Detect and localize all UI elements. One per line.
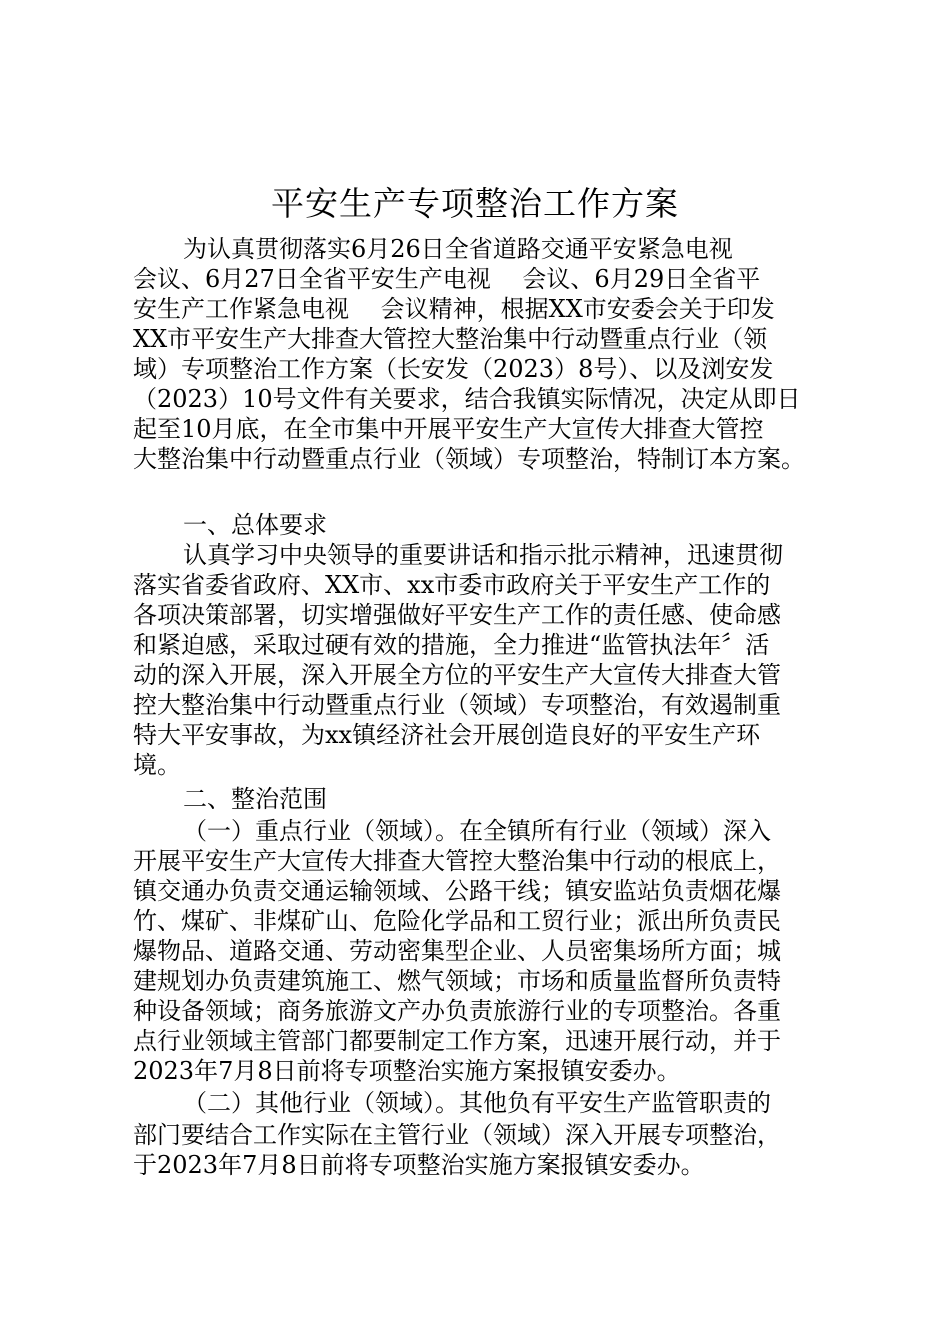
text-line: 开展平安生产大宣传大排查大管控大整治集中行动的根底上，: [133, 847, 781, 875]
text-line: 部门要结合工作实际在主管行业（领域）深入开展专项整治，: [133, 1121, 781, 1149]
text-line: 特大平安事故，为xx镇经济社会开展创造良好的平安生产环: [133, 721, 761, 749]
text-line: 爆物品、道路交通、劳动密集型企业、人员密集场所方面；城: [133, 937, 781, 965]
text-line: 为认真贯彻落实6月26日全省道路交通平安紧急电视: [183, 235, 733, 263]
text-line: XX市平安生产大排查大管控大整治集中行动暨重点行业（领: [133, 325, 768, 353]
text-line: 域）专项整治工作方案（长安发（2023）8号）、以及浏安发: [133, 355, 774, 383]
text-line: 安生产工作紧急电视 会议精神，根据XX市安委会关于印发: [133, 295, 775, 323]
text-line: 控大整治集中行动暨重点行业（领域）专项整治，有效遏制重: [133, 691, 781, 719]
text-line: 落实省委省政府、XX市、xx市委市政府关于平安生产工作的: [133, 571, 771, 599]
section-heading: 二、整治范围: [183, 785, 327, 813]
text-line: 大整治集中行动暨重点行业（领域）专项整治，特制订本方案。: [133, 445, 805, 473]
text-line: 和紧迫感，采取过硬有效的措施，全力推进“监管执法年〞活: [133, 631, 770, 659]
text-line: 动的深入开展，深入开展全方位的平安生产大宣传大排查大管: [133, 661, 781, 689]
text-line: 起至10月底，在全市集中开展平安生产大宣传大排查大管控: [133, 415, 764, 443]
section-heading: 一、总体要求: [183, 511, 327, 539]
text-line: 境。: [133, 751, 181, 779]
document-title: 平安生产专项整治工作方案: [271, 184, 679, 223]
text-line: 会议、6月27日全省平安生产电视 会议、6月29日全省平: [133, 265, 761, 293]
text-line: 竹、煤矿、非煤矿山、危险化学品和工贸行业；派出所负责民: [133, 907, 781, 935]
text-line: 各项决策部署，切实增强做好平安生产工作的责任感、使命感: [133, 601, 781, 629]
text-line: 认真学习中央领导的重要讲话和指示批示精神，迅速贯彻: [183, 541, 783, 569]
text-line: 建规划办负责建筑施工、燃气领域；市场和质量监督所负责特: [133, 967, 781, 995]
text-line: （一）重点行业（领域）。在全镇所有行业（领域）深入: [183, 817, 771, 845]
text-line: （二）其他行业（领域）。其他负有平安生产监管职责的: [183, 1089, 771, 1117]
text-line: 种设备领域；商务旅游文产办负责旅游行业的专项整治。各重: [133, 997, 781, 1025]
text-line: 镇交通办负责交通运输领域、公路干线；镇安监站负责烟花爆: [133, 877, 781, 905]
text-line: 于2023年7月8日前将专项整治实施方案报镇安委办。: [133, 1151, 705, 1179]
text-line: 点行业领域主管部门都要制定工作方案，迅速开展行动，并于: [133, 1027, 781, 1055]
text-line: （2023）10号文件有关要求，结合我镇实际情况，决定从即日: [133, 385, 801, 413]
text-line: 2023年7月8日前将专项整治实施方案报镇安委办。: [133, 1057, 681, 1085]
